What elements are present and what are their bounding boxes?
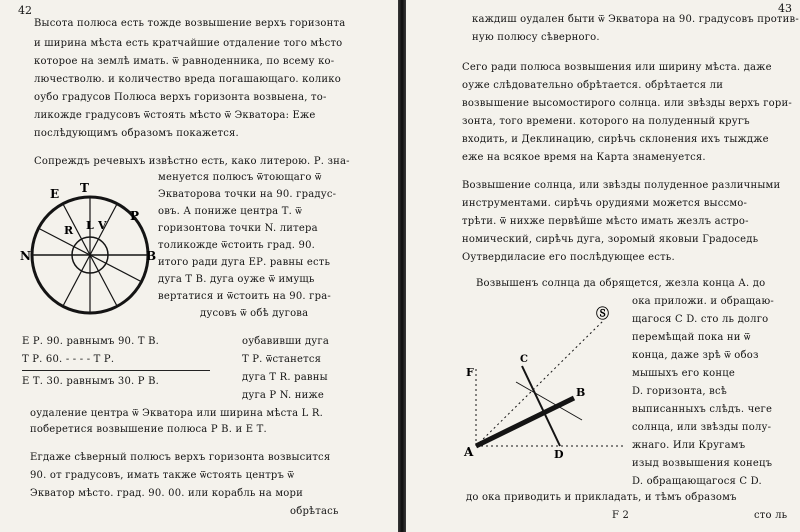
text-line: каждиш оудален быти ѿ Экватора на 90. градусовъ против-	[472, 14, 799, 25]
text-line: конца, даже зрѣ ѿ обоз	[632, 350, 759, 361]
right-page	[406, 0, 800, 532]
text-line: которое на землѣ имать. ѿ равноденника, по всему ко-	[34, 56, 335, 67]
text-line: перемѣщай пока ни ѿ	[632, 332, 751, 343]
text-line: Егдаже сѣверный полюсъ верхъ горизонта возвысится	[30, 452, 331, 463]
text-line: до ока приводить и прикладать, и тѣмъ образомъ	[466, 492, 737, 503]
figure-label: N	[20, 249, 31, 263]
text-line: еже на всякое время на Карта знаменуется.	[462, 152, 706, 163]
text-line: дуга Т В. дуга оуже ѿ имущь	[158, 274, 315, 285]
figure-label: E	[50, 187, 60, 201]
text-line: Возвышение солнца, или звѣзды полуденное различными	[462, 180, 781, 191]
text-line: лючестволю. и количество вреда погашающаго. колико	[34, 74, 341, 85]
equation-right: дуга Т R. равны	[242, 372, 328, 383]
rule	[22, 370, 210, 371]
text-line: дусовъ ѿ обѣ дугова	[200, 308, 309, 319]
figure-label: Ⓢ	[596, 307, 610, 322]
text-line: щагося С D. сто ль долго	[632, 314, 769, 325]
text-line: Оутвердиласие его послѣдующее есть.	[462, 252, 675, 263]
text-line: Экватор мѣсто. град. 90. 00. или корабль на мори	[30, 488, 303, 499]
equation-left: Е Т. 30. равнымъ 30. Р В.	[22, 376, 160, 387]
text-line: зонта, того времени. которого на полуденный кругъ	[462, 116, 750, 127]
text-line: выписанныхъ слѣдъ. чеге	[632, 404, 773, 415]
text-line: трѣти. ѿ нихже первѣйше мѣсто имать жезлъ астро-	[462, 216, 749, 227]
figure-label: T	[80, 181, 89, 195]
figure-label: P	[130, 209, 140, 223]
text-line: горизонтова точки N. литера	[158, 223, 318, 234]
text-line: инструментами. сирѣчь орудиями можется выссмо-	[462, 198, 748, 209]
text-line: поберетися возвышение полюса Р В. и Е Т.	[30, 424, 267, 435]
equation-right: оубавивши дуга	[242, 336, 329, 347]
figure-label: A	[464, 445, 474, 459]
text-line: Экваторова точки на 90. градус-	[158, 189, 337, 200]
figure-label: B	[146, 249, 157, 263]
text-line: изыд возвышения конецъ	[632, 458, 773, 469]
book-gutter	[398, 0, 406, 532]
figure-label: F	[466, 366, 474, 379]
text-line: возвышение высомостирого солнца. или звѣзды верхъ гори-	[462, 98, 792, 109]
text-line: Высота полюса есть тожде возвышение верхъ горизонта	[34, 18, 346, 29]
text-line: овъ. А пониже центра Т. ѿ	[158, 206, 302, 217]
figure-label: R	[64, 224, 74, 237]
text-line: Сего ради полюса возвышения или ширину мѣста. даже	[462, 62, 772, 73]
text-line: номический, сирѣчь дуга, зоромый яковыи Градоседь	[462, 234, 759, 245]
circle-figure	[18, 180, 158, 320]
figure-label: V	[98, 219, 107, 232]
text-line: ликожде градусовъ ѿстоять мѣсто ѿ Экватора: Еже	[34, 110, 316, 121]
catchword: сто ль	[754, 510, 788, 521]
text-line: оудаление центра ѿ Экватора или ширина мѣста L R.	[30, 408, 324, 419]
text-line: мышыхъ его конце	[632, 368, 736, 379]
catchword: обрѣтась	[290, 506, 339, 517]
equation-left: Е Р. 90. равнымъ 90. Т В.	[22, 336, 160, 347]
equation-left: Т Р. 60. - - - - Т Р.	[22, 354, 115, 365]
cross-staff-figure	[456, 300, 632, 470]
left-page	[0, 0, 398, 532]
text-line: вертатися и ѿстоить на 90. гра-	[158, 291, 331, 302]
text-line: менуется полюсъ ѿтоющаго ѿ	[158, 172, 322, 183]
text-line: толикожде ѿстоить град. 90.	[158, 240, 316, 251]
figure-label: B	[576, 386, 586, 399]
text-line: жнаго. Или Кругамъ	[632, 440, 746, 451]
text-line: оубо градусов Полюса верхъ горизонта возвыена, то-	[34, 92, 327, 103]
figure-label: L	[86, 219, 94, 232]
equation-right: Т Р. ѿстанется	[242, 354, 322, 365]
text-line: ную полюсу сѣверного.	[472, 32, 600, 43]
text-line: Сопреждъ речевыхъ извѣстно есть, како литерою. Р. зна-	[34, 156, 350, 167]
signature-mark: F 2	[612, 510, 630, 521]
text-line: ока приложи. и обращаю-	[632, 296, 774, 307]
text-line: послѣдующимъ образомъ покажется.	[34, 128, 239, 139]
page-number: 42	[18, 4, 32, 17]
page-number: 43	[778, 2, 792, 15]
text-line: 90. от градусовъ, имать также ѿстоять центръ ѿ	[30, 470, 294, 481]
text-line: Возвышенъ солнца да обрящется, жезла конца А. до	[476, 278, 766, 289]
text-line: входить, и Деклинацию, сирѣчь склонения ихъ тыждже	[462, 134, 769, 145]
text-line: D. горизонта, всѣ	[632, 386, 727, 397]
text-line: солнца, или звѣзды полу-	[632, 422, 772, 433]
text-line: и ширина мѣста есть кратчайшие отдаление того мѣсто	[34, 38, 343, 49]
figure-label: D	[554, 448, 564, 461]
text-line: D. обращающагося С D.	[632, 476, 762, 487]
text-line: оуже слѣдовательно обрѣтается. обрѣтается ли	[462, 80, 724, 91]
figure-label: C	[520, 354, 528, 365]
equation-right: дуга Р N. ниже	[242, 390, 325, 401]
text-line: итого ради дуга ЕР. равны есть	[158, 257, 331, 268]
